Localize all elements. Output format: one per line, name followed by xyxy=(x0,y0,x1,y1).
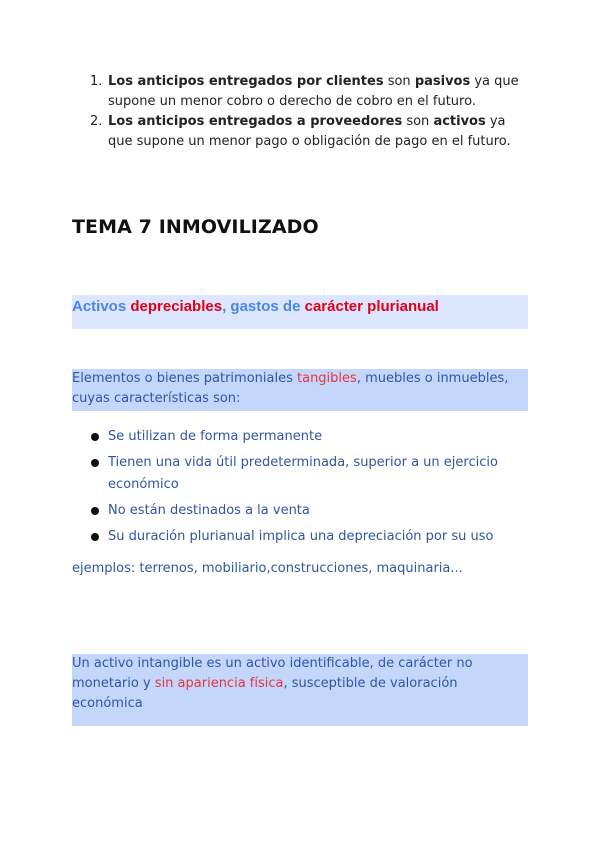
list-item xyxy=(72,452,542,496)
section-heading xyxy=(72,295,528,329)
intangible-paragraph xyxy=(72,654,528,726)
bullet-icon xyxy=(91,507,99,515)
list-bold-term: activos xyxy=(433,114,486,129)
intangible-text: Un activo intangible es un activo identificable, de carácter no monetario y xyxy=(72,656,473,691)
list-text: Tienen una vida útil predeterminada, superior a un ejercicio económico xyxy=(108,455,498,492)
list-text: Se utilizan de forma permanente xyxy=(108,429,323,444)
intangible-highlight: sin apariencia física xyxy=(154,676,284,691)
list-bold-subject: Los anticipos entregados por clientes xyxy=(108,74,384,89)
list-item xyxy=(72,112,532,152)
intro-text: Elementos o bienes patrimoniales xyxy=(72,371,297,386)
list-number: 2. xyxy=(90,114,103,129)
list-text: Su duración plurianual implica una depreciación por su uso xyxy=(108,529,494,544)
anticipos-list xyxy=(72,72,532,152)
list-text: son xyxy=(402,114,434,129)
heading-part: Activos xyxy=(72,298,131,315)
examples-text: ejemplos: terrenos, mobiliario,construcciones, maquinaria... xyxy=(72,561,463,576)
list-bold-term: pasivos xyxy=(414,74,471,89)
list-number: 1. xyxy=(90,74,103,89)
list-text: ya que supone un menor pago o obligación de pago en el futuro. xyxy=(108,114,511,149)
list-item xyxy=(72,426,542,448)
list-item xyxy=(72,500,542,522)
list-item xyxy=(72,526,542,548)
intro-paragraph xyxy=(72,369,528,411)
intro-text: , muebles o inmuebles, cuyas características son: xyxy=(72,371,509,406)
list-text: son xyxy=(383,74,415,89)
list-bold-subject: Los anticipos entregados a proveedores xyxy=(108,114,403,129)
bullet-icon xyxy=(91,533,99,541)
heading-highlight: depreciables xyxy=(130,298,223,315)
intro-highlight: tangibles xyxy=(297,371,357,386)
bullet-icon xyxy=(91,459,99,467)
heading-highlight: carácter plurianual xyxy=(304,298,439,315)
heading-part: , gastos de xyxy=(222,298,305,315)
characteristics-list xyxy=(72,426,542,552)
intangible-text: , susceptible de valoración económica xyxy=(72,676,458,711)
list-item xyxy=(72,72,532,112)
bullet-icon xyxy=(91,433,99,441)
page-title: TEMA 7 INMOVILIZADO xyxy=(72,216,319,238)
list-text: ya que supone un menor cobro o derecho de cobro en el futuro. xyxy=(108,74,519,109)
list-text: No están destinados a la venta xyxy=(108,503,310,518)
